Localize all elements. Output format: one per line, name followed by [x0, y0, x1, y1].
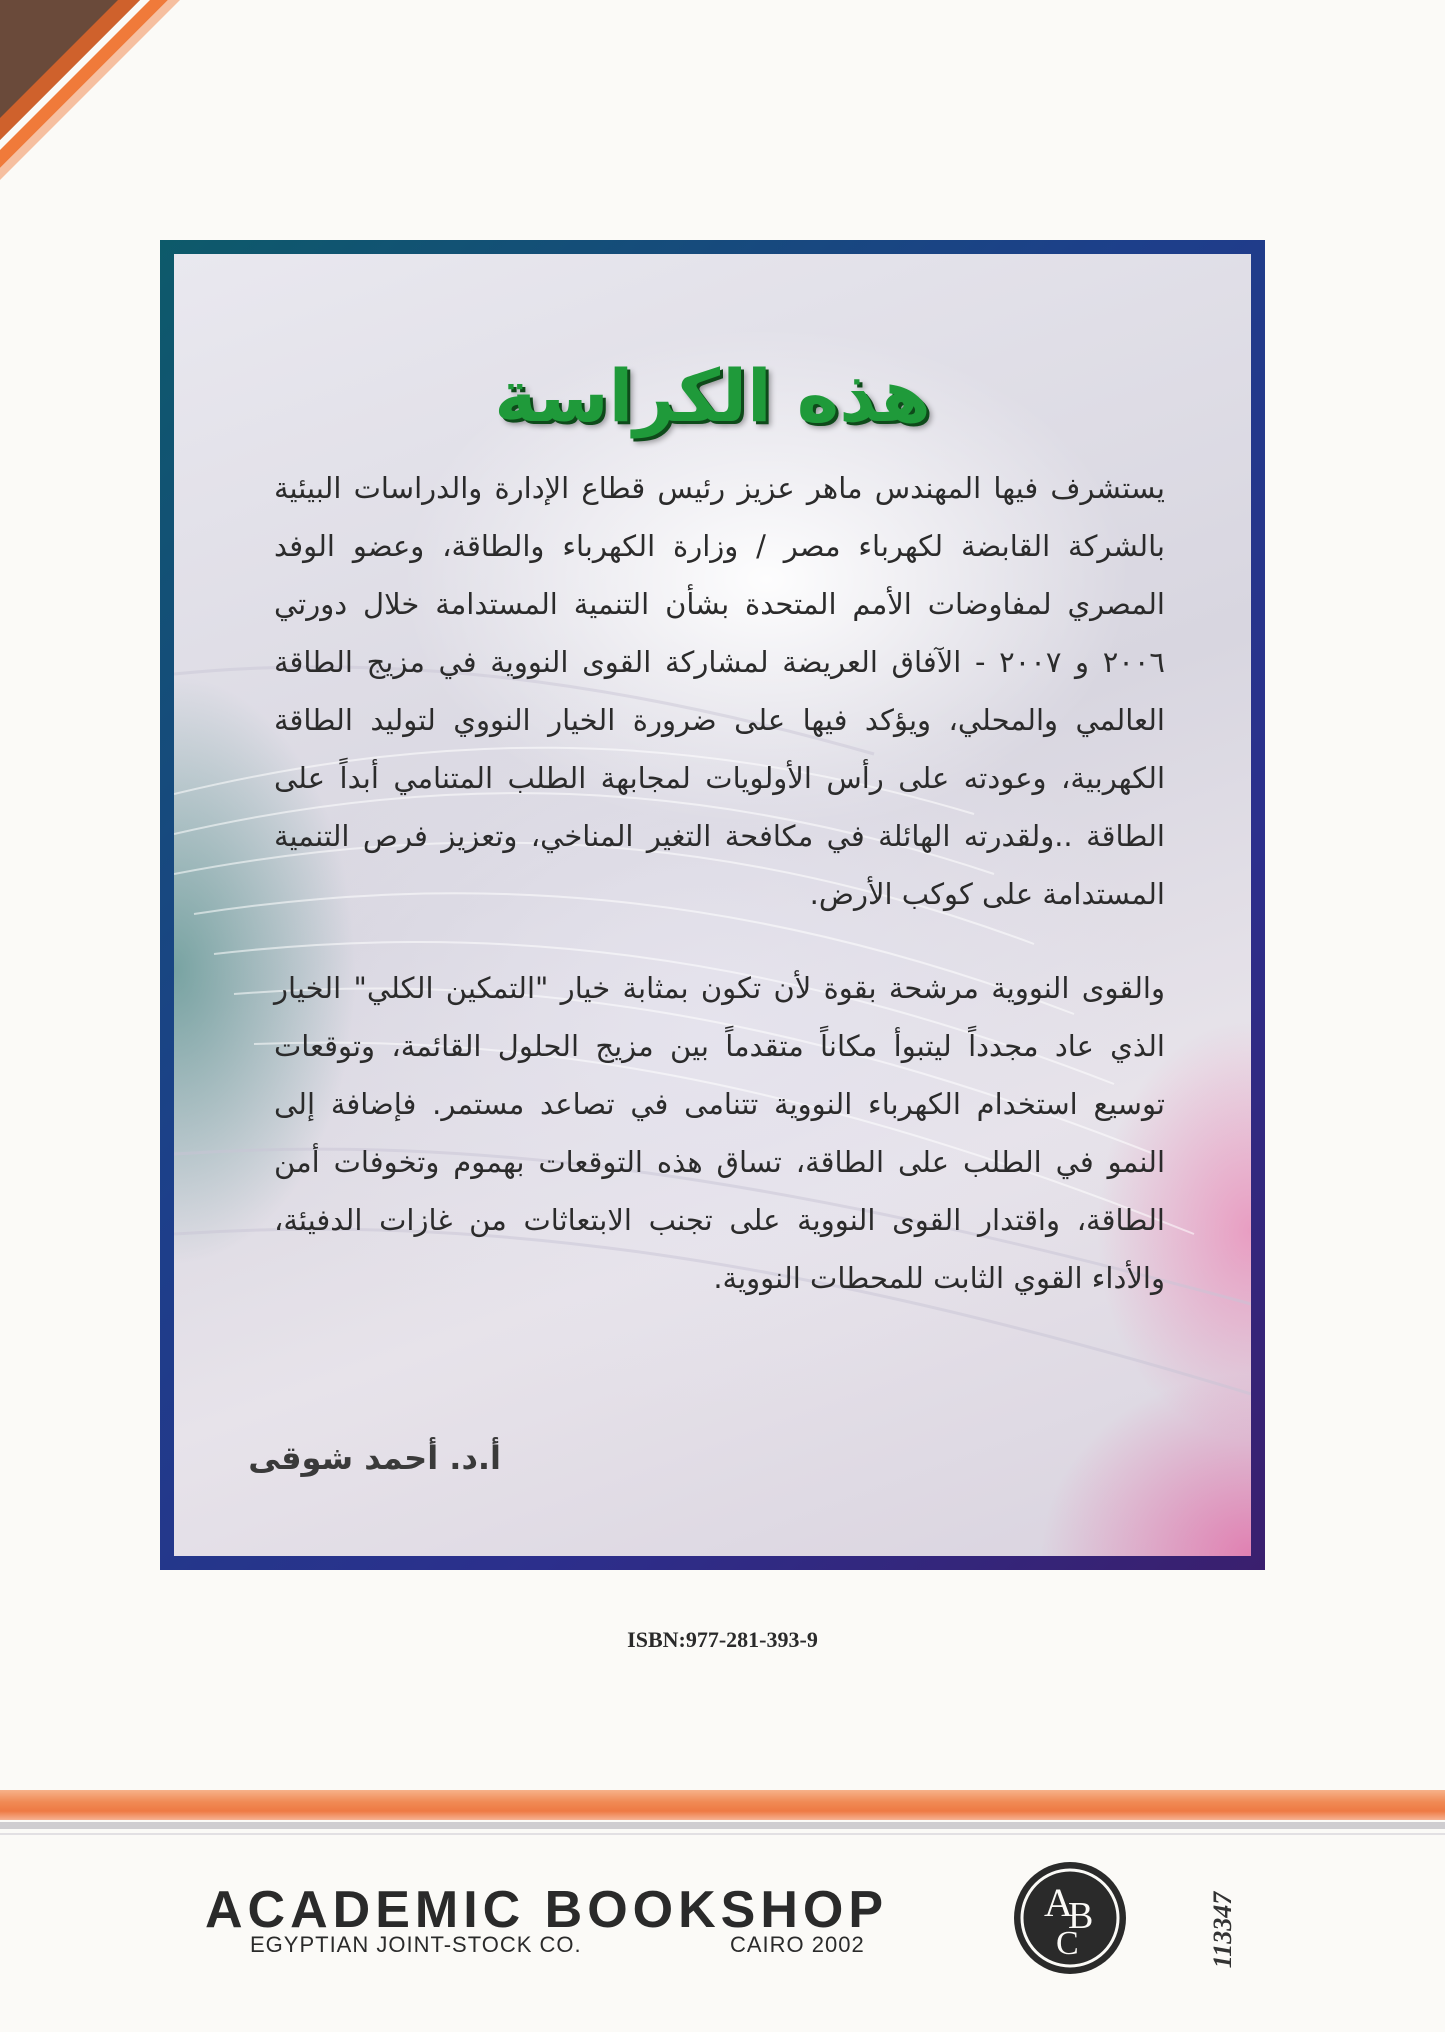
back-cover-frame: [160, 240, 1265, 1570]
logo-letter-b: B: [1068, 1895, 1094, 1937]
corner-stripes: [0, 0, 180, 180]
isbn-number: ISBN:977-281-393-9: [627, 1627, 818, 1652]
description-paragraph-1: يستشرف فيها المهندس ماهر عزيز رئيس قطاع الإدارة والدراسات البيئية بالشركة القابضة لكهرباء مصر / وزارة الكهرباء والطاقة، وعضو الوفد المصري لمفاوضات الأمم المتحدة بشأن التنمية المستدامة خلال دورتي ٢٠٠٦ و ٢٠٠٧ - الآفاق العريضة لمشاركة القوى النووية في مزيج الطاقة العالمي والمحلي، ويؤكد فيها على ضرورة الخيار النووي لتوليد الطاقة الكهربية، وعودته على رأس الأولويات لمجابهة الطلب المتنامي أبداً على الطاقة ..ولقدرته الهائلة في مكافحة التغير المناخي، وتعزيز فرص التنمية المستدامة على كوكب الأرض.: [274, 471, 1165, 911]
description-paragraph-2: والقوى النووية مرشحة بقوة لأن تكون بمثابة خيار "التمكين الكلي" الخيار الذي عاد مجدداً ليتبوأ مكاناً متقدماً بين مزيج الحلول القائمة، وتوقعات توسيع استخدام الكهرباء النووية تتنامى في تصاعد مستمر. فإضافة إلى النمو في الطلب على الطاقة، تساق هذه التوقعات بهموم وتخوفات أمن الطاقة، واقتدار القوى النووية على تجنب الابتعاثات من غازات الدفيئة، والأداء القوي الثابت للمحطات النووية.: [274, 971, 1165, 1295]
catalog-code: 113347: [1208, 1891, 1237, 1969]
cover-title: هذه الكراسة: [494, 354, 931, 438]
thin-stripe: [0, 1833, 1445, 1835]
publisher-name: ACADEMIC BOOKSHOP: [205, 1881, 889, 1939]
publisher-company: EGYPTIAN JOINT-STOCK CO.: [250, 1932, 582, 1957]
author-signature: أ.د. أحمد شوقى: [248, 1439, 501, 1477]
orange-stripe: [0, 1790, 1445, 1820]
grey-stripe: [0, 1822, 1445, 1829]
logo-letter-a: A: [1044, 1880, 1073, 1925]
logo-letter-c: C: [1056, 1925, 1079, 1962]
back-cover-panel: [174, 254, 1251, 1556]
publisher-city-year: CAIRO 2002: [730, 1932, 865, 1957]
publisher-logo-icon: [1010, 1858, 1130, 1978]
